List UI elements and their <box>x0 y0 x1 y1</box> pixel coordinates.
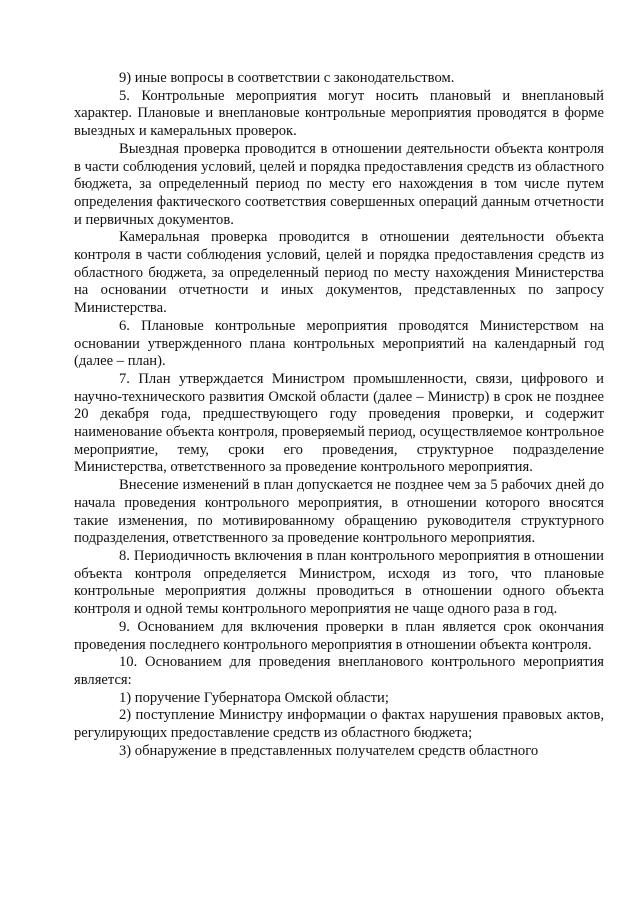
document-page <box>74 70 604 760</box>
paragraph-subitem-3: 3) обнаружение в представленных получателем средств областного <box>119 742 539 759</box>
paragraph-subitem-1: 1) поручение Губернатора Омской области; <box>119 689 389 706</box>
paragraph-item-9: 9) иные вопросы в соответствии с законодательством. <box>119 70 455 86</box>
paragraph-subitem-2: 2) поступление Министру информации о фактах нарушения правовых актов, регулирующих предоставление средств из областного бюджета; <box>74 707 604 742</box>
paragraph-point-10: 10. Основанием для проведения внепланового контрольного мероприятия является: <box>74 654 604 688</box>
paragraph-point-5: 5. Контрольные мероприятия могут носить плановый и внеплановый характер. Плановые и внеплановые контрольные мероприятия проводятся в форме выездных и камеральных проверок. <box>74 87 604 140</box>
paragraph-point-8: 8. Периодичность включения в план контрольного мероприятия в отношении объекта контроля определяется Министром, исходя из того, что плановые контрольные мероприятия должны проводиться в отношении одного объекта контроля и одной темы контрольного мероприятия не чаще одного раза в год. <box>74 547 604 618</box>
paragraph-desk-inspection: Камеральная проверка проводится в отношении деятельности объекта контроля в части соблюдения условий, целей и порядка предоставления средств из областного бюджета, за определенный период по месту нахождения Министерства на основании отчетности и иных документов, представленных по запросу Министерства. <box>74 229 604 317</box>
paragraph-field-inspection: Выездная проверка проводится в отношении деятельности объекта контроля в части соблюдения условий, целей и порядка предоставления средств из областного бюджета, за определенный период по месту его нахождения в том числе путем определения фактического соответствия совершенных операций данным отчетности и первичных документов. <box>74 140 604 228</box>
paragraph-plan-changes: Внесение изменений в план допускается не позднее чем за 5 рабочих дней до начала проведения контрольного мероприятия, в отношении которого вносятся такие изменения, по мотивированному обращению руководителя структурного подразделения, ответственного за проведение контрольного мероприятия. <box>74 477 604 547</box>
paragraph-point-9: 9. Основанием для включения проверки в план является срок окончания проведения последнего контрольного мероприятия в отношении объекта контроля. <box>74 618 604 653</box>
paragraph-point-7: 7. План утверждается Министром промышленности, связи, цифрового и научно-технического развития Омской области (далее – Министр) в срок не позднее 20 декабря года, предшествующего году проведения проверки, и содержит наименование объекта контроля, проверяемый период, осуществляемое контрольное мероприятие, тему, сроки его проведения, структурное подразделение Министерства, ответственного за проведение контрольного мероприятия. <box>74 370 604 476</box>
paragraph-point-6: 6. Плановые контрольные мероприятия проводятся Министерством на основании утвержденного плана контрольных мероприятий на календарный год (далее – план). <box>74 317 604 370</box>
